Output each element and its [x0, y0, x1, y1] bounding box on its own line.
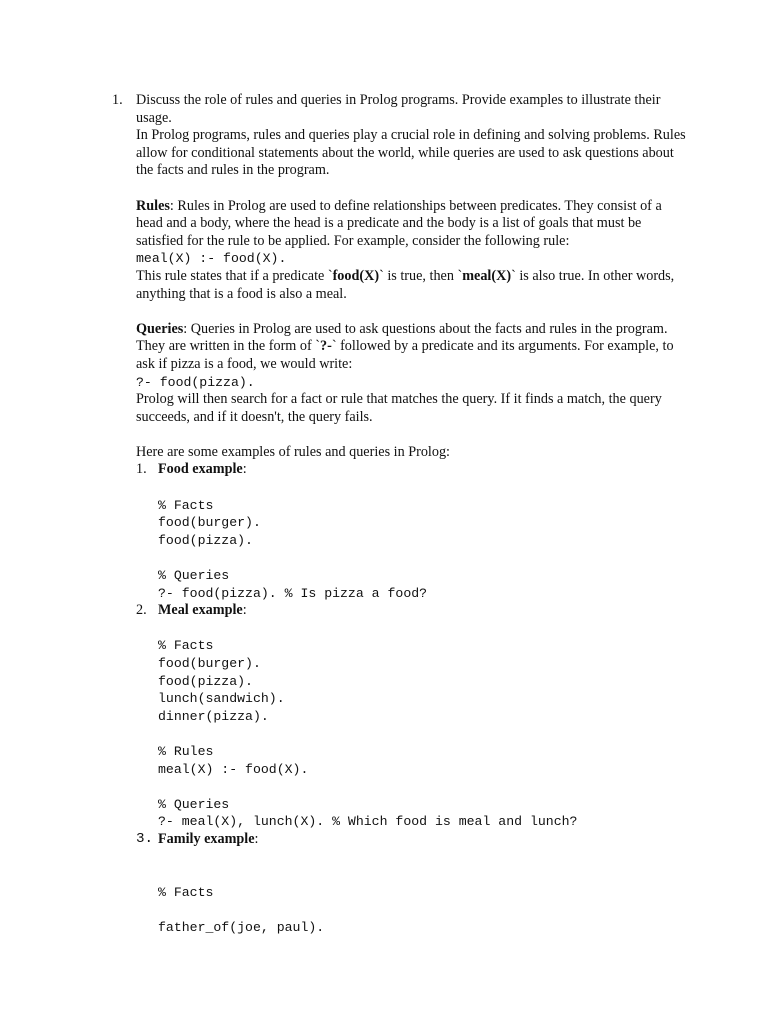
example-code-block: [136, 620, 688, 831]
example-title: Meal example: [158, 602, 243, 619]
rules-heading: Rules: [136, 197, 170, 214]
example-number: 3.: [136, 830, 154, 847]
code-line: food(pizza).: [158, 673, 253, 689]
queries-paragraph: Queries: Queries in Prolog are used to ask questions about the facts and rules in the program. They are written in the form of `?-` followed by a predicate and its arguments. For example, to ask if pizza is a food, we would write:: [136, 320, 674, 372]
code-line: dinner(pizza).: [158, 708, 269, 724]
code-line: food(burger).: [158, 656, 261, 671]
code-line: % Facts: [158, 497, 214, 513]
code-line: lunch(sandwich).: [158, 691, 285, 707]
example-title: Food example: [158, 461, 243, 478]
code-line: % Facts: [158, 638, 214, 654]
example-code-block: [136, 849, 688, 937]
examples-list: [136, 461, 688, 936]
code-line: % Queries: [158, 568, 230, 584]
example-item: [136, 831, 688, 849]
code-line: food(pizza).: [158, 532, 253, 548]
document-content: [136, 92, 688, 937]
code-line: father_of(joe, paul).: [158, 919, 325, 935]
examples-intro: Here are some examples of rules and queries in Prolog:: [136, 443, 450, 460]
example-item: [136, 461, 688, 479]
rules-explanation: This rule states that if a predicate `food(X)` is true, then `meal(X)` is also true. In other words, anything that is a food is also a meal.: [136, 267, 675, 302]
rules-code: meal(X) :- food(X).: [136, 251, 287, 267]
example-heading: Meal example:: [158, 602, 247, 619]
query-operator: ?-: [319, 338, 332, 355]
example-title: Family example: [158, 830, 255, 847]
code-line: % Facts: [158, 884, 214, 900]
example-number: 2.: [136, 602, 147, 619]
rules-text: : Rules in Prolog are used to define relationships between predicates. They consist of a head and a body, where the head is a predicate and the body is a list of goals that must be satisfied for the rule to be applied. For example, consider the following rule:: [136, 197, 662, 249]
question-number: 1.: [112, 92, 123, 108]
example-heading: Family example:: [158, 830, 259, 847]
code-line: ?- food(pizza). % Is pizza a food?: [158, 585, 428, 601]
code-line: ?- meal(X), lunch(X). % Which food is meal and lunch?: [158, 814, 578, 830]
question-text: Discuss the role of rules and queries in Prolog programs. Provide examples to illustrate their usage.: [136, 92, 661, 126]
code-line: meal(X) :- food(X).: [158, 761, 309, 777]
example-item: [136, 602, 688, 620]
example-number: 1.: [136, 461, 147, 478]
example-heading: Food example:: [158, 461, 247, 478]
meal-predicate: meal(X): [462, 267, 512, 284]
code-line: % Rules: [158, 743, 214, 759]
queries-code: ?- food(pizza).: [136, 374, 255, 390]
code-line: % Queries: [158, 796, 230, 812]
rules-paragraph: [136, 198, 688, 251]
example-code-block: [136, 479, 688, 602]
code-line: food(burger).: [158, 515, 261, 531]
food-predicate: food(X): [332, 267, 380, 284]
intro-paragraph: In Prolog programs, rules and queries play a crucial role in defining and solving problems. Rules allow for conditional statements about the world, while queries are used to ask questions about the facts and rules in the program.: [136, 127, 686, 179]
queries-heading: Queries: [136, 320, 184, 337]
queries-after: Prolog will then search for a fact or rule that matches the query. If it finds a match, the query succeeds, and if it doesn't, the query fails.: [136, 391, 662, 425]
